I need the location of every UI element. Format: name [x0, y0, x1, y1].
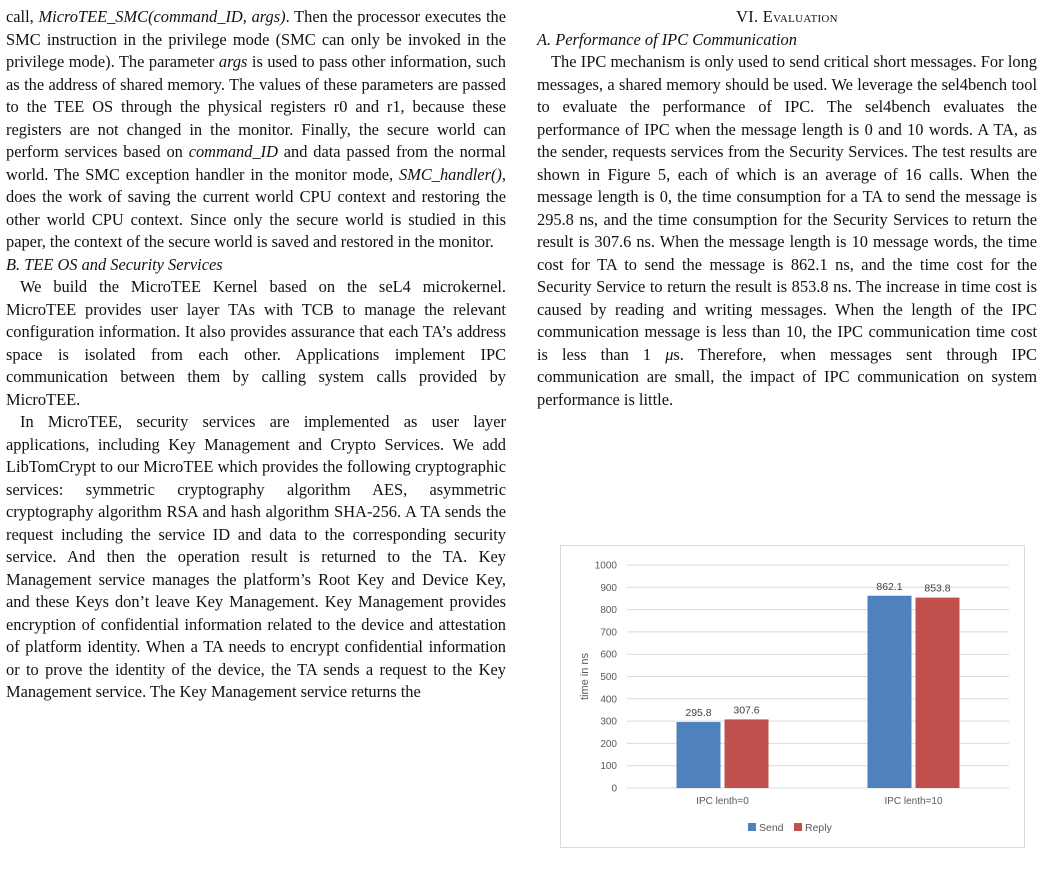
subsection-a-title: A. Performance of IPC Communication — [537, 29, 797, 49]
paragraph-smc-call — [6, 6, 506, 254]
smc-text-run-8: , does the work of saving the current world CPU context and restoring the other world CPU context. Since only the secure world is studied in this paper, the context of the secure world is saved and restored in the monitor. — [6, 164, 506, 251]
data-label-reply-1: 853.8 — [924, 582, 951, 595]
legend-swatch-send — [748, 823, 756, 831]
left-column — [6, 6, 506, 704]
x-tick-0: IPC lenth=0 — [696, 796, 749, 807]
y-tick-300: 300 — [600, 716, 617, 728]
smc-text-run-5: command_ID — [188, 142, 278, 161]
bar-reply-1 — [916, 598, 960, 788]
smc-text-run-3: args — [218, 52, 248, 71]
legend-label-reply: Reply — [805, 822, 832, 834]
x-tick-1: IPC lenth=10 — [884, 796, 943, 807]
right-column — [537, 6, 1037, 411]
data-label-send-0: 295.8 — [685, 707, 712, 720]
y-tick-100: 100 — [600, 761, 617, 773]
smc-text-run-4: is used to pass other information, such as the address of shared memory. The values of these parameters are passed to the TEE OS through the physical registers r0 and r1, because these registers are not changed in the monitor. Finally, the secure world can perform services based on — [6, 52, 506, 161]
bar-reply-0 — [725, 719, 769, 788]
paragraph-tee-os: We build the MicroTEE Kernel based on the seL4 microkernel. MicroTEE provides user layer TAs with TCB to manage the relevant configuration information. It also provides assurance that each TA’s address space is isolated from each other. Applications implement IPC communication between them by calling system calls provided by MicroTEE. — [6, 277, 506, 409]
y-tick-400: 400 — [600, 694, 617, 706]
legend-swatch-reply — [794, 823, 802, 831]
paragraph-ipc-performance — [537, 51, 1037, 411]
ipc-performance-chart — [560, 545, 1025, 848]
legend-label-send: Send — [759, 822, 784, 834]
y-tick-700: 700 — [600, 627, 617, 639]
ipc-text-run-1: μ — [665, 344, 674, 364]
smc-text-run-7: SMC_handler() — [399, 164, 502, 184]
data-label-send-1: 862.1 — [876, 580, 903, 593]
y-tick-900: 900 — [600, 582, 617, 594]
y-tick-0: 0 — [611, 783, 617, 795]
bar-send-1 — [868, 596, 912, 788]
subsection-b-title: B. TEE OS and Security Services — [6, 254, 223, 274]
bar-chart-svg — [561, 546, 1024, 847]
y-tick-600: 600 — [600, 649, 617, 661]
paragraph-security-services: In MicroTEE, security services are implemented as user layer applications, including Key Management and Crypto Services. We add LibTomCrypt to our MicroTEE which provides the following cryptographic services: symmetric cryptography algorithm AES, asymmetric cryptography algorithm RSA and hash algorithm SHA-256. A TA sends the request including the service ID and data to the corresponding security service. And then the operation result is returned to the TA. Key Management service manages the platform’s Root Key and Device Key, and these Keys don’t leave Key Management. Key Management provides encryption of confidential information related to the device and attestation of platform identity. When a TA needs to encrypt confidential information or to prove the identity of the device, the TA sends a request to the Key Management service. The Key Management service returns the — [6, 412, 506, 701]
bar-send-0 — [677, 722, 721, 788]
y-tick-1000: 1000 — [594, 560, 617, 572]
smc-text-run-6: and data passed from the normal world. The SMC exception handler in the monitor mode, — [6, 142, 506, 184]
smc-text-run-0: call, — [6, 7, 39, 26]
y-axis-label: time in ns — [579, 652, 591, 701]
ipc-text-run-0: The IPC mechanism is only used to send critical short messages. For long messages, a shared memory should be used. We leverage the sel4bench tool to evaluate the performance of IPC. The sel4bench evaluates the performance of IPC when the message length is 0 and 10 words. A TA, as the sender, requests services from the Security Services. The test results are shown in Figure 5, each of which is an average of 16 calls. When the message length is 0, the time consumption for a TA to send the message is 295.8 ns, and the time consumption for the Security Services to return the result is 307.6 ns. When the message length is 10 message words, the time cost for TA to send the message is 862.1 ns, and the time cost for the Security Service to return the result is 853.8 ns. The increase in time cost is caused by reading and writing messages. When the length of the IPC communication message is less than 10, the IPC communication time cost is less than 1 — [537, 52, 1037, 364]
smc-text-run-2: . Then the processor executes the SMC instruction in the privilege mode (SMC can only be invoked in the privilege mode). The parameter — [6, 7, 507, 71]
section-title-evaluation: VI. Evaluation — [736, 7, 838, 26]
data-label-reply-0: 307.6 — [733, 704, 760, 717]
ipc-text-run-2: s. Therefore, when messages sent through IPC communication are small, the impact of IPC communication on system performance is little. — [537, 344, 1037, 409]
y-tick-500: 500 — [600, 672, 617, 683]
y-tick-800: 800 — [600, 605, 617, 617]
smc-text-run-1: MicroTEE_SMC(command_ID, args) — [38, 7, 286, 26]
y-tick-200: 200 — [600, 738, 617, 750]
